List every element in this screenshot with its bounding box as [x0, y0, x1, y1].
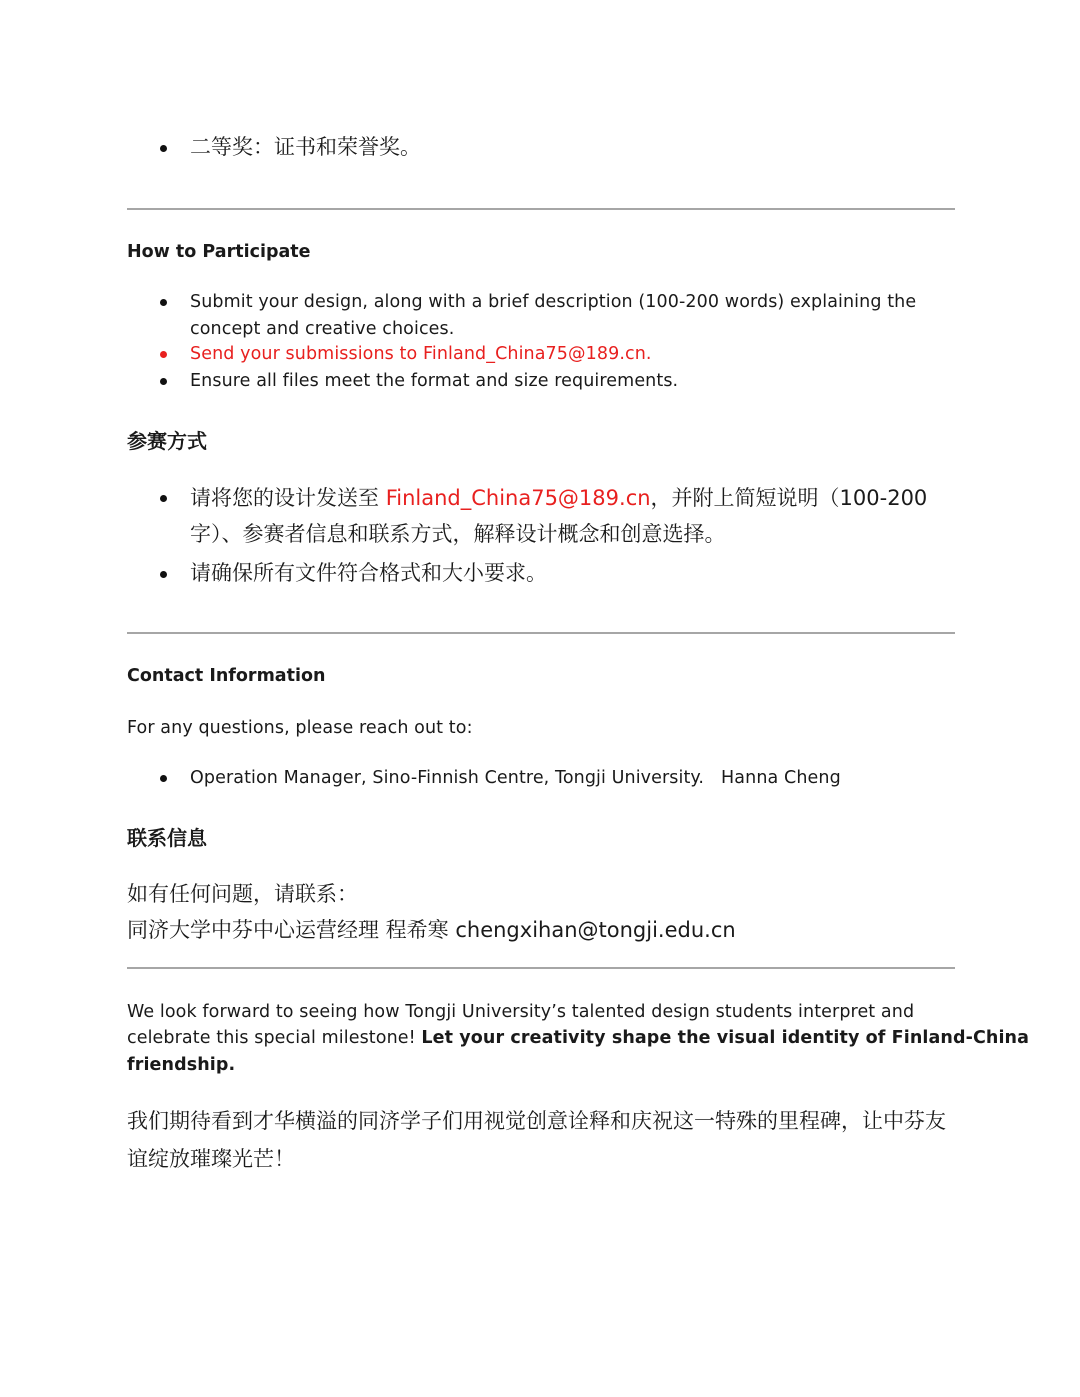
closing-line-3-bold: friendship. — [127, 1055, 236, 1075]
contact-zh-line-2: 同济大学中芬中心运营经理 程希寒 chengxihan@tongji.edu.cn — [127, 918, 736, 942]
bullet-dot — [160, 145, 167, 152]
participate-item-1: Submit your design, along with a brief description (100-200 words) explaining the — [190, 292, 917, 312]
contact-heading: Contact Information — [127, 666, 326, 686]
contact-zh-heading: 联系信息 — [127, 826, 207, 850]
closing-line-2-normal: celebrate this special milestone! — [127, 1028, 422, 1048]
participate-zh-item-1-pre: 请将您的设计发送至 — [190, 486, 386, 510]
bullet-dot — [160, 378, 167, 385]
contact-item: Operation Manager, Sino-Finnish Centre, Tongji University. Hanna Cheng — [190, 768, 841, 788]
participate-item-1-cont: concept and creative choices. — [190, 319, 455, 339]
participate-zh-item-1-cont: 字）、参赛者信息和联系方式，解释设计概念和创意选择。 — [190, 522, 726, 546]
contact-intro: For any questions, please reach out to: — [127, 718, 473, 738]
participate-zh-item-2: 请确保所有文件符合格式和大小要求。 — [190, 561, 547, 585]
closing-line-1: We look forward to seeing how Tongji University’s talented design students interpret and — [127, 1002, 915, 1022]
closing-line-2 — [127, 1025, 1029, 1051]
divider — [127, 967, 955, 969]
participate-zh-heading: 参赛方式 — [127, 429, 207, 453]
bullet-dot — [160, 299, 167, 306]
submission-email[interactable]: Finland_China75@189.cn — [385, 486, 651, 510]
closing-zh-line-2: 谊绽放璀璨光芒！ — [127, 1147, 295, 1171]
closing-zh-line-1: 我们期待看到才华横溢的同济学子们用视觉创意诠释和庆祝这一特殊的里程碑，让中芬友 — [127, 1109, 946, 1133]
participate-item-submissions: Send your submissions to Finland_China75@189.cn. — [190, 344, 652, 364]
bullet-dot — [160, 351, 167, 358]
closing-line-2-bold: Let your creativity shape the visual identity of Finland-China — [421, 1028, 1030, 1048]
bullet-dot — [160, 775, 167, 782]
participate-zh-item-1-post: ，并附上简短说明（100-200 — [650, 486, 928, 510]
bullet-dot — [160, 571, 167, 578]
bullet-dot — [160, 495, 167, 502]
second-prize-text: 二等奖：证书和荣誉奖。 — [190, 135, 421, 159]
how-to-participate-heading: How to Participate — [127, 242, 311, 262]
contact-zh-line-1: 如有任何问题，请联系： — [127, 882, 358, 906]
participate-zh-item-1 — [190, 480, 927, 516]
participate-item-3: Ensure all files meet the format and size requirements. — [190, 371, 679, 391]
divider — [127, 632, 955, 634]
closing-line-3 — [127, 1052, 235, 1078]
divider — [127, 208, 955, 210]
